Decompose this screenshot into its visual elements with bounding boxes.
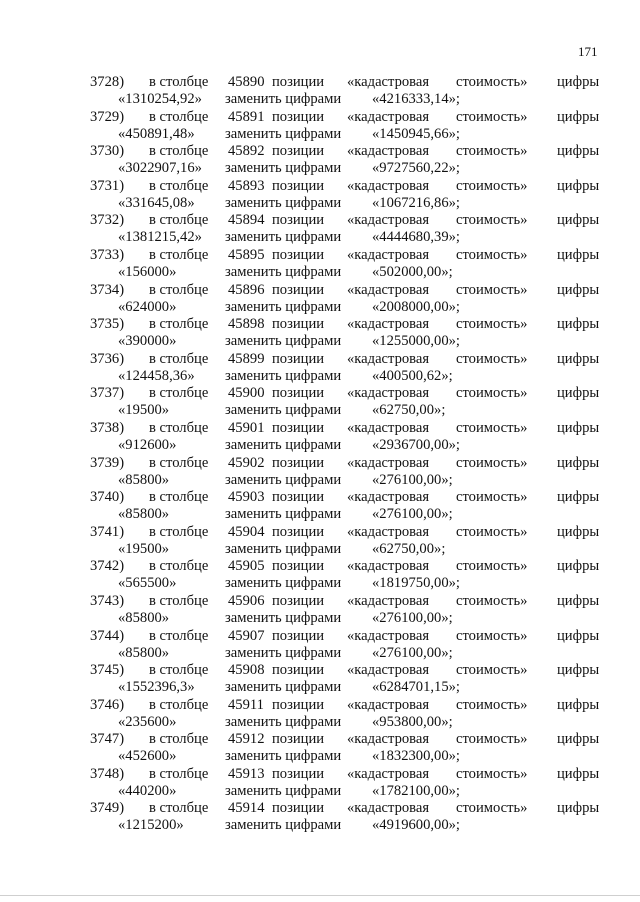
cadastral-word: «кадастровая <box>347 419 430 436</box>
column-phrase: в столбце <box>149 454 209 471</box>
cost-word: стоимость» <box>456 454 528 471</box>
position-word: позиции <box>272 212 325 229</box>
new-value: «1067216,86»; <box>372 194 460 211</box>
cadastral-word: «кадастровая <box>347 662 430 679</box>
cadastral-word: «кадастровая <box>347 592 430 609</box>
column-phrase: в столбце <box>149 108 209 125</box>
column-phrase: в столбце <box>149 592 209 609</box>
digits-word: цифры <box>557 765 600 782</box>
position-word: позиции <box>272 627 325 644</box>
old-value: «1310254,92» <box>118 91 202 107</box>
position-word: позиции <box>272 281 325 298</box>
column-phrase: в столбце <box>149 74 209 90</box>
amendment-item <box>0 558 640 593</box>
item-number: 3735) <box>90 316 125 333</box>
old-value: «85800» <box>118 609 170 626</box>
item-number: 3738) <box>90 419 125 436</box>
replace-phrase: заменить цифрами <box>225 748 342 765</box>
cost-word: стоимость» <box>456 696 528 713</box>
cadastral-word: «кадастровая <box>347 246 430 263</box>
item-number: 3737) <box>90 385 125 402</box>
amendment-list <box>0 74 640 835</box>
column-phrase: в столбце <box>149 627 209 644</box>
position-word: позиции <box>272 316 325 333</box>
replace-phrase: заменить цифрами <box>225 402 342 419</box>
replace-phrase: заменить цифрами <box>225 471 342 488</box>
old-value: «1381215,42» <box>118 229 202 246</box>
new-value: «2936700,00»; <box>372 436 460 453</box>
old-value: «390000» <box>118 333 177 350</box>
old-value: «3022907,16» <box>118 160 202 177</box>
digits-word: цифры <box>557 212 600 229</box>
new-value: «276100,00»; <box>372 471 453 488</box>
cost-word: стоимость» <box>456 558 528 575</box>
cost-word: стоимость» <box>456 731 528 748</box>
amendment-item <box>0 731 640 766</box>
column-number: 45898 <box>228 316 265 333</box>
item-number: 3728) <box>90 74 125 90</box>
new-value: «502000,00»; <box>372 263 453 280</box>
old-value: «624000» <box>118 298 177 315</box>
new-value: «276100,00»; <box>372 644 453 661</box>
column-number: 45906 <box>228 592 265 609</box>
digits-word: цифры <box>557 316 600 333</box>
cadastral-word: «кадастровая <box>347 454 430 471</box>
digits-word: цифры <box>557 108 600 125</box>
column-phrase: в столбце <box>149 143 209 160</box>
column-phrase: в столбце <box>149 800 209 817</box>
position-word: позиции <box>272 108 325 125</box>
column-phrase: в столбце <box>149 385 209 402</box>
position-word: позиции <box>272 696 325 713</box>
replace-phrase: заменить цифрами <box>225 782 342 799</box>
new-value: «2008000,00»; <box>372 298 460 315</box>
digits-word: цифры <box>557 558 600 575</box>
column-number: 45899 <box>228 350 265 367</box>
old-value: «235600» <box>118 713 177 730</box>
cost-word: стоимость» <box>456 489 528 506</box>
replace-phrase: заменить цифрами <box>225 229 342 246</box>
column-number: 45912 <box>228 731 265 748</box>
amendment-item <box>0 524 640 559</box>
cost-word: стоимость» <box>456 74 528 90</box>
replace-phrase: заменить цифрами <box>225 817 342 834</box>
new-value: «9727560,22»; <box>372 160 460 177</box>
item-number: 3729) <box>90 108 125 125</box>
digits-word: цифры <box>557 454 600 471</box>
amendment-item <box>0 628 640 663</box>
digits-word: цифры <box>557 592 600 609</box>
column-number: 45908 <box>228 662 265 679</box>
column-number: 45901 <box>228 419 265 436</box>
amendment-item <box>0 109 640 144</box>
old-value: «85800» <box>118 471 170 488</box>
column-phrase: в столбце <box>149 177 209 194</box>
cost-word: стоимость» <box>456 177 528 194</box>
digits-word: цифры <box>557 489 600 506</box>
replace-phrase: заменить цифрами <box>225 333 342 350</box>
column-number: 45914 <box>228 800 265 817</box>
item-number: 3733) <box>90 246 125 263</box>
cadastral-word: «кадастровая <box>347 385 430 402</box>
old-value: «565500» <box>118 575 177 592</box>
position-word: позиции <box>272 731 325 748</box>
position-word: позиции <box>272 489 325 506</box>
replace-phrase: заменить цифрами <box>225 506 342 523</box>
position-word: позиции <box>272 350 325 367</box>
item-number: 3746) <box>90 696 125 713</box>
cost-word: стоимость» <box>456 212 528 229</box>
replace-phrase: заменить цифрами <box>225 436 342 453</box>
new-value: «1832300,00»; <box>372 748 460 765</box>
column-number: 45904 <box>228 523 265 540</box>
item-number: 3742) <box>90 558 125 575</box>
cadastral-word: «кадастровая <box>347 281 430 298</box>
digits-word: цифры <box>557 74 600 90</box>
footer-rule <box>0 895 640 896</box>
item-number: 3745) <box>90 662 125 679</box>
column-number: 45907 <box>228 627 265 644</box>
position-word: позиции <box>272 523 325 540</box>
amendment-item <box>0 766 640 801</box>
position-word: позиции <box>272 419 325 436</box>
cadastral-word: «кадастровая <box>347 558 430 575</box>
amendment-item <box>0 247 640 282</box>
cost-word: стоимость» <box>456 627 528 644</box>
new-value: «62750,00»; <box>372 540 446 557</box>
new-value: «276100,00»; <box>372 506 453 523</box>
column-number: 45892 <box>228 143 265 160</box>
item-number: 3732) <box>90 212 125 229</box>
amendment-item <box>0 212 640 247</box>
cadastral-word: «кадастровая <box>347 177 430 194</box>
new-value: «1255000,00»; <box>372 333 460 350</box>
cost-word: стоимость» <box>456 281 528 298</box>
replace-phrase: заменить цифрами <box>225 91 342 107</box>
column-phrase: в столбце <box>149 523 209 540</box>
column-phrase: в столбце <box>149 489 209 506</box>
new-value: «1782100,00»; <box>372 782 460 799</box>
replace-phrase: заменить цифрами <box>225 263 342 280</box>
old-value: «1215200» <box>118 817 184 834</box>
old-value: «156000» <box>118 263 177 280</box>
column-phrase: в столбце <box>149 696 209 713</box>
digits-word: цифры <box>557 523 600 540</box>
item-number: 3741) <box>90 523 125 540</box>
column-phrase: в столбце <box>149 316 209 333</box>
column-phrase: в столбце <box>149 281 209 298</box>
cost-word: стоимость» <box>456 316 528 333</box>
cost-word: стоимость» <box>456 108 528 125</box>
amendment-item <box>0 455 640 490</box>
item-number: 3731) <box>90 177 125 194</box>
amendment-item <box>0 593 640 628</box>
cost-word: стоимость» <box>456 246 528 263</box>
amendment-item <box>0 800 640 835</box>
digits-word: цифры <box>557 350 600 367</box>
replace-phrase: заменить цифрами <box>225 713 342 730</box>
position-word: позиции <box>272 385 325 402</box>
position-word: позиции <box>272 74 325 90</box>
position-word: позиции <box>272 143 325 160</box>
digits-word: цифры <box>557 627 600 644</box>
column-number: 45896 <box>228 281 265 298</box>
digits-word: цифры <box>557 281 600 298</box>
position-word: позиции <box>272 592 325 609</box>
position-word: позиции <box>272 558 325 575</box>
old-value: «452600» <box>118 748 177 765</box>
position-word: позиции <box>272 800 325 817</box>
new-value: «62750,00»; <box>372 402 446 419</box>
item-number: 3736) <box>90 350 125 367</box>
cadastral-word: «кадастровая <box>347 731 430 748</box>
column-number: 45895 <box>228 246 265 263</box>
cadastral-word: «кадастровая <box>347 108 430 125</box>
column-phrase: в столбце <box>149 419 209 436</box>
digits-word: цифры <box>557 385 600 402</box>
old-value: «450891,48» <box>118 125 195 142</box>
new-value: «4444680,39»; <box>372 229 460 246</box>
item-number: 3730) <box>90 143 125 160</box>
column-number: 45891 <box>228 108 265 125</box>
cost-word: стоимость» <box>456 662 528 679</box>
digits-word: цифры <box>557 696 600 713</box>
column-number: 45902 <box>228 454 265 471</box>
old-value: «85800» <box>118 644 170 661</box>
item-number: 3743) <box>90 592 125 609</box>
column-number: 45913 <box>228 765 265 782</box>
position-word: позиции <box>272 454 325 471</box>
position-word: позиции <box>272 177 325 194</box>
cadastral-word: «кадастровая <box>347 350 430 367</box>
cadastral-word: «кадастровая <box>347 74 430 90</box>
replace-phrase: заменить цифрами <box>225 575 342 592</box>
digits-word: цифры <box>557 143 600 160</box>
cadastral-word: «кадастровая <box>347 800 430 817</box>
digits-word: цифры <box>557 246 600 263</box>
column-phrase: в столбце <box>149 212 209 229</box>
replace-phrase: заменить цифрами <box>225 644 342 661</box>
amendment-item <box>0 385 640 420</box>
amendment-item <box>0 282 640 317</box>
column-phrase: в столбце <box>149 765 209 782</box>
column-number: 45905 <box>228 558 265 575</box>
new-value: «1819750,00»; <box>372 575 460 592</box>
cost-word: стоимость» <box>456 765 528 782</box>
cadastral-word: «кадастровая <box>347 696 430 713</box>
digits-word: цифры <box>557 800 600 817</box>
amendment-item <box>0 178 640 213</box>
cost-word: стоимость» <box>456 523 528 540</box>
old-value: «1552396,3» <box>118 679 195 696</box>
column-number: 45893 <box>228 177 265 194</box>
replace-phrase: заменить цифрами <box>225 298 342 315</box>
new-value: «1450945,66»; <box>372 125 460 142</box>
column-number: 45890 <box>228 74 265 90</box>
amendment-item <box>0 351 640 386</box>
amendment-item <box>0 489 640 524</box>
item-number: 3734) <box>90 281 125 298</box>
column-number: 45894 <box>228 212 265 229</box>
cadastral-word: «кадастровая <box>347 523 430 540</box>
item-number: 3739) <box>90 454 125 471</box>
cadastral-word: «кадастровая <box>347 627 430 644</box>
cost-word: стоимость» <box>456 143 528 160</box>
amendment-item <box>0 74 640 109</box>
column-phrase: в столбце <box>149 246 209 263</box>
old-value: «440200» <box>118 782 177 799</box>
column-number: 45903 <box>228 489 265 506</box>
cadastral-word: «кадастровая <box>347 316 430 333</box>
new-value: «276100,00»; <box>372 609 453 626</box>
old-value: «19500» <box>118 540 170 557</box>
column-phrase: в столбце <box>149 350 209 367</box>
new-value: «4919600,00»; <box>372 817 460 834</box>
item-number: 3747) <box>90 731 125 748</box>
replace-phrase: заменить цифрами <box>225 609 342 626</box>
replace-phrase: заменить цифрами <box>225 125 342 142</box>
position-word: позиции <box>272 765 325 782</box>
amendment-item <box>0 420 640 455</box>
new-value: «953800,00»; <box>372 713 453 730</box>
digits-word: цифры <box>557 177 600 194</box>
column-phrase: в столбце <box>149 731 209 748</box>
cadastral-word: «кадастровая <box>347 489 430 506</box>
cadastral-word: «кадастровая <box>347 143 430 160</box>
old-value: «85800» <box>118 506 170 523</box>
cost-word: стоимость» <box>456 800 528 817</box>
amendment-item <box>0 143 640 178</box>
column-phrase: в столбце <box>149 662 209 679</box>
digits-word: цифры <box>557 731 600 748</box>
replace-phrase: заменить цифрами <box>225 194 342 211</box>
column-number: 45900 <box>228 385 265 402</box>
new-value: «4216333,14»; <box>372 91 460 107</box>
old-value: «331645,08» <box>118 194 195 211</box>
new-value: «400500,62»; <box>372 367 453 384</box>
replace-phrase: заменить цифрами <box>225 367 342 384</box>
cadastral-word: «кадастровая <box>347 212 430 229</box>
replace-phrase: заменить цифрами <box>225 679 342 696</box>
item-number: 3748) <box>90 765 125 782</box>
digits-word: цифры <box>557 419 600 436</box>
amendment-item <box>0 697 640 732</box>
position-word: позиции <box>272 662 325 679</box>
old-value: «19500» <box>118 402 170 419</box>
item-number: 3740) <box>90 489 125 506</box>
old-value: «912600» <box>118 436 177 453</box>
item-number: 3744) <box>90 627 125 644</box>
column-phrase: в столбце <box>149 558 209 575</box>
new-value: «6284701,15»; <box>372 679 460 696</box>
page-number: 171 <box>578 44 598 59</box>
item-number: 3749) <box>90 800 125 817</box>
amendment-item <box>0 316 640 351</box>
cadastral-word: «кадастровая <box>347 765 430 782</box>
replace-phrase: заменить цифрами <box>225 160 342 177</box>
digits-word: цифры <box>557 662 600 679</box>
cost-word: стоимость» <box>456 350 528 367</box>
cost-word: стоимость» <box>456 419 528 436</box>
cost-word: стоимость» <box>456 592 528 609</box>
amendment-item <box>0 662 640 697</box>
old-value: «124458,36» <box>118 367 195 384</box>
column-number: 45911 <box>228 696 264 713</box>
replace-phrase: заменить цифрами <box>225 540 342 557</box>
position-word: позиции <box>272 246 325 263</box>
cost-word: стоимость» <box>456 385 528 402</box>
